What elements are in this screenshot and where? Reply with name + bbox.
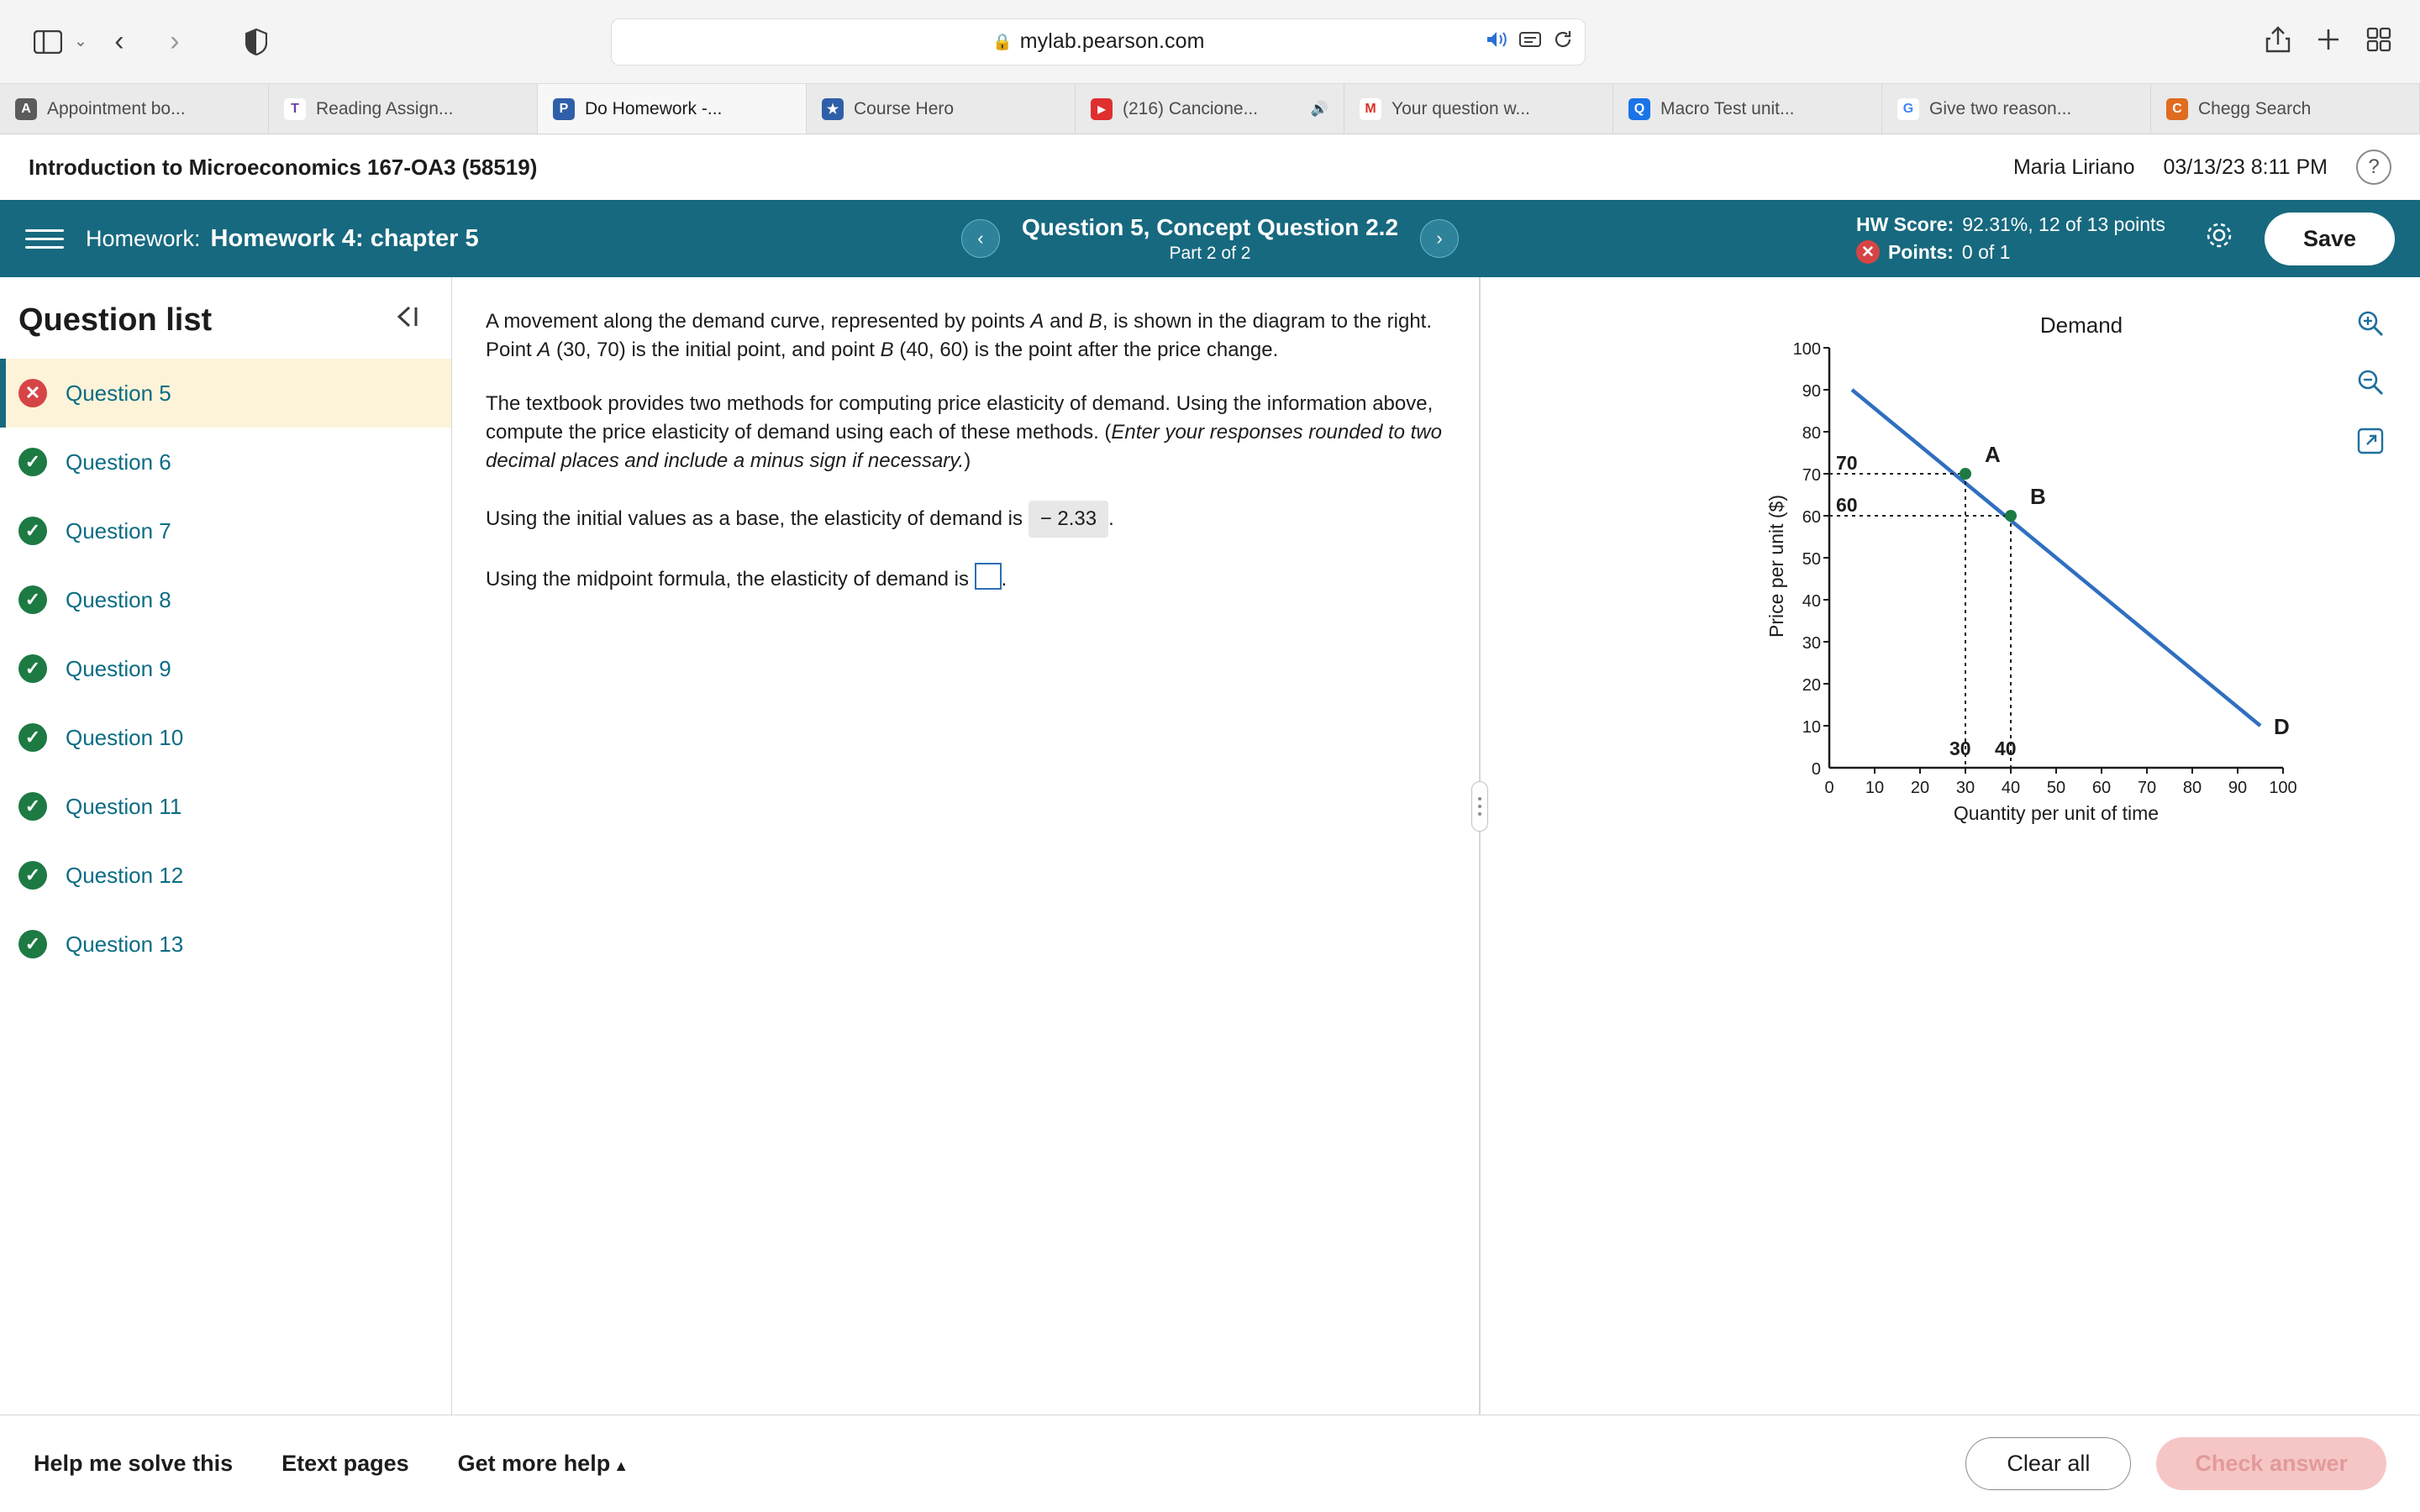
demand-curve-label: D [2274,714,2290,739]
browser-tab[interactable] [1613,84,1882,134]
q-text-fragment: ) [964,449,971,473]
svg-text:30: 30 [1802,634,1821,653]
q-text-fragment: (30, 70) is the initial point, and point [550,339,881,362]
correct-icon: ✓ [18,792,47,821]
q-text-fragment: , is shown in the diagram to the right. Point [486,310,1433,362]
answer-line-1-label: Using the initial values as a base, the elasticity of demand is [486,507,1023,531]
tab-favicon-icon: P [553,98,575,120]
previous-question-button[interactable]: ‹ [961,219,1000,258]
x-circle-icon: ✕ [1856,240,1880,264]
bottom-toolbar [0,1415,2420,1512]
points-line [1856,240,2165,264]
svg-text:30: 30 [1955,779,1975,797]
sidebar-item-question-9[interactable] [0,634,451,703]
y-axis-label: Price per unit ($) [1765,494,1787,638]
browser-right-actions [2265,26,2391,57]
correct-icon: ✓ [18,517,47,545]
question-navigator [961,214,1459,264]
q-text-fragment: (40, 60) is the point after the price change. [893,339,1279,362]
browser-tab-active[interactable] [538,84,807,134]
svg-text:50: 50 [1802,550,1821,569]
browser-tab[interactable] [0,84,269,134]
svg-text:70: 70 [1802,466,1821,485]
point-b-marker [2005,510,2017,522]
tab-favicon-icon: G [1897,98,1919,120]
svg-text:40: 40 [1802,592,1821,611]
tab-label: Do Homework -... [585,98,723,118]
q-text-fragment: A movement along the demand curve, represented by points [486,310,1031,333]
open-external-icon[interactable] [2351,422,2390,460]
svg-text:60: 60 [1802,508,1821,527]
question-content [452,277,2420,1415]
hw-score-line [1856,213,2165,236]
browser-toolbar [0,0,2420,84]
point-a-label: A [1985,442,2001,467]
question-list-panel [0,277,452,1415]
tab-favicon-icon: C [2166,98,2188,120]
correct-icon: ✓ [18,723,47,752]
correct-icon: ✓ [18,930,47,958]
shield-icon[interactable] [245,29,267,55]
correct-icon: ✓ [18,448,47,476]
help-me-solve-this-button[interactable]: Help me solve this [34,1451,234,1476]
tab-label: Reading Assign... [316,98,454,118]
next-question-button[interactable]: › [1420,219,1459,258]
question-heading [1022,214,1398,264]
audio-icon[interactable] [1486,30,1507,53]
period: . [1108,507,1114,531]
x-tick-labels [1824,768,2296,797]
tab-audio-icon[interactable]: 🔊 [1310,100,1328,117]
answer-line-2 [486,563,1445,594]
point-b-italic: B [880,339,894,362]
tab-label: Chegg Search [2198,98,2312,118]
sidebar-item-question-5[interactable] [0,359,451,428]
answer-value-initial-values: − 2.33 [1028,501,1108,538]
zoom-in-icon[interactable] [2351,304,2390,343]
point-b-italic: B [1088,310,1102,333]
share-icon[interactable] [2265,26,2291,57]
svg-text:50: 50 [2046,779,2066,797]
svg-text:90: 90 [2228,779,2248,797]
question-item-label: Question 13 [66,931,184,957]
reload-icon[interactable] [1553,29,1573,54]
sidebar-item-question-11[interactable] [0,772,451,841]
question-item-label: Question 5 [66,380,171,406]
homework-name: Homework 4: chapter 5 [210,224,479,252]
demand-curve-chart [1531,297,2420,885]
sidebar-item-question-12[interactable] [0,841,451,910]
tab-label: Appointment bo... [47,98,186,118]
address-bar[interactable] [611,18,1586,66]
svg-text:20: 20 [1802,676,1821,695]
caret-up-icon: ▲ [613,1457,629,1474]
hw-score-value: 92.31%, 12 of 13 points [1962,213,2165,235]
svg-text:90: 90 [1802,382,1821,401]
question-paragraph-1 [486,307,1445,365]
question-item-label: Question 6 [66,449,171,475]
svg-text:10: 10 [1865,779,1885,797]
show-all-tabs-icon[interactable] [2366,27,2391,56]
correct-icon: ✓ [18,654,47,683]
get-more-help-label: Get more help [457,1451,611,1476]
points-label: Points: [1887,240,1954,263]
sidebar-item-question-6[interactable] [0,428,451,496]
tab-label: (216) Cancione... [1123,98,1259,118]
tab-favicon-icon: ▶ [1091,98,1113,120]
figure-pane [1481,277,2420,1415]
question-item-label: Question 8 [66,586,171,612]
answer-line-2-label: Using the midpoint formula, the elasticity of demand is [486,568,969,591]
x-axis-label: Quantity per unit of time [1953,802,2160,824]
q-text-fragment: The textbook provides two methods for computing price elasticity of demand. Using the information above, compute the price elasticity of demand using each of these methods. ( [486,392,1434,444]
q-text-fragment: and [1044,310,1089,333]
help-icon[interactable]: ? [2356,150,2391,185]
question-item-label: Question 9 [66,655,171,681]
course-title: Introduction to Microeconomics 167-OA3 (58519) [29,154,538,180]
guide-label-40: 40 [1995,738,2017,759]
sidebar-item-question-7[interactable] [0,496,451,565]
course-header [0,134,2420,200]
question-item-label: Question 12 [66,862,184,888]
point-a-marker [1960,468,1971,480]
tab-favicon-icon: A [15,98,37,120]
point-b-label: B [2030,484,2046,509]
correct-icon: ✓ [18,861,47,890]
browser-tab[interactable] [1882,84,2151,134]
hamburger-icon[interactable] [25,229,64,249]
sidebar-item-question-10[interactable] [0,703,451,772]
question-item-label: Question 7 [66,517,171,543]
chart-title: Demand [2039,312,2123,338]
zoom-out-icon[interactable] [2351,363,2390,402]
svg-text:0: 0 [1824,779,1834,797]
question-title: Question 5, Concept Question 2.2 [1021,213,1399,240]
check-answer-button[interactable]: Check answer [2156,1437,2386,1490]
timestamp: 03/13/23 8:11 PM [2163,155,2328,179]
svg-text:100: 100 [1792,340,1821,359]
user-name: Maria Liriano [2012,155,2135,179]
browser-tab[interactable] [2151,84,2420,134]
y-tick-labels [1793,340,1829,779]
svg-text:80: 80 [2182,779,2202,797]
q-instruction-italic: Enter your responses rounded to two decimal places and include a minus sign if necessary. [486,421,1442,473]
svg-text:10: 10 [1802,718,1821,737]
svg-text:0: 0 [1811,760,1821,779]
points-value: 0 of 1 [1961,240,2011,263]
browser-tab[interactable] [1076,84,1344,134]
address-bar-actions [1486,29,1573,54]
homework-label: Homework: [86,225,201,251]
correct-icon: ✓ [18,585,47,614]
sidebar-item-question-13[interactable] [0,910,451,979]
new-tab-icon[interactable] [2316,27,2341,56]
tab-label: Course Hero [854,98,955,118]
bottom-toolbar-right [1965,1437,2386,1490]
midpoint-answer-input[interactable] [975,563,1002,590]
question-list-header [0,277,451,359]
guide-label-60: 60 [1836,494,1858,516]
get-more-help-button[interactable] [458,1451,629,1477]
question-part: Part 2 of 2 [1169,243,1251,263]
figure-tools [2351,304,2390,460]
sidebar-toggle-icon[interactable] [29,25,67,59]
svg-text:20: 20 [1910,779,1930,797]
tab-favicon-icon: T [284,98,306,120]
guide-lines [1829,474,2011,768]
course-header-right [2013,150,2391,185]
forward-button[interactable]: › [170,25,180,57]
sidebar-chevron-down-icon[interactable]: ⌄ [74,33,87,50]
sidebar-item-question-8[interactable] [0,565,451,634]
tab-label: Give two reason... [1929,98,2072,118]
tab-favicon-icon: Q [1628,98,1650,120]
svg-text:70: 70 [2137,779,2157,797]
period: . [1001,568,1007,591]
browser-tab[interactable] [807,84,1076,134]
back-button[interactable]: ‹ [114,25,124,57]
save-button[interactable]: Save [2265,213,2395,265]
browser-tab[interactable] [269,84,538,134]
clear-all-button[interactable]: Clear all [1965,1437,2131,1490]
question-paragraph-2 [486,390,1445,475]
guide-label-30: 30 [1949,738,1971,759]
point-a-italic: A [1030,310,1044,333]
question-item-label: Question 11 [66,793,182,819]
reader-view-icon[interactable] [1519,30,1541,53]
url-text: mylab.pearson.com [1019,29,1205,53]
question-list-title: Question list [18,302,213,338]
tab-label: Macro Test unit... [1660,98,1795,118]
demand-line [1852,390,2260,726]
point-a-italic: A [537,339,551,362]
tab-favicon-icon: ★ [822,98,844,120]
svg-text:100: 100 [2269,779,2297,797]
main-body [0,277,2420,1415]
gear-icon[interactable] [2202,218,2236,260]
svg-text:60: 60 [2091,779,2112,797]
incorrect-icon: ✕ [18,379,47,407]
homework-toolbar [0,200,2420,277]
question-item-label: Question 10 [66,724,184,750]
collapse-panel-icon[interactable] [392,304,423,337]
hw-score-label: HW Score: [1855,213,1954,235]
svg-text:40: 40 [2001,779,2021,797]
question-text [452,277,1479,1415]
browser-tab[interactable] [1344,84,1613,134]
tab-label: Your question w... [1392,98,1531,118]
answer-line-1 [486,501,1445,538]
svg-text:80: 80 [1802,424,1821,443]
lock-icon: 🔒 [992,33,1013,51]
guide-label-70: 70 [1836,452,1858,474]
tab-strip [0,84,2420,134]
score-block [1856,213,2165,264]
tab-favicon-icon: M [1360,98,1381,120]
etext-pages-button[interactable]: Etext pages [281,1451,409,1476]
